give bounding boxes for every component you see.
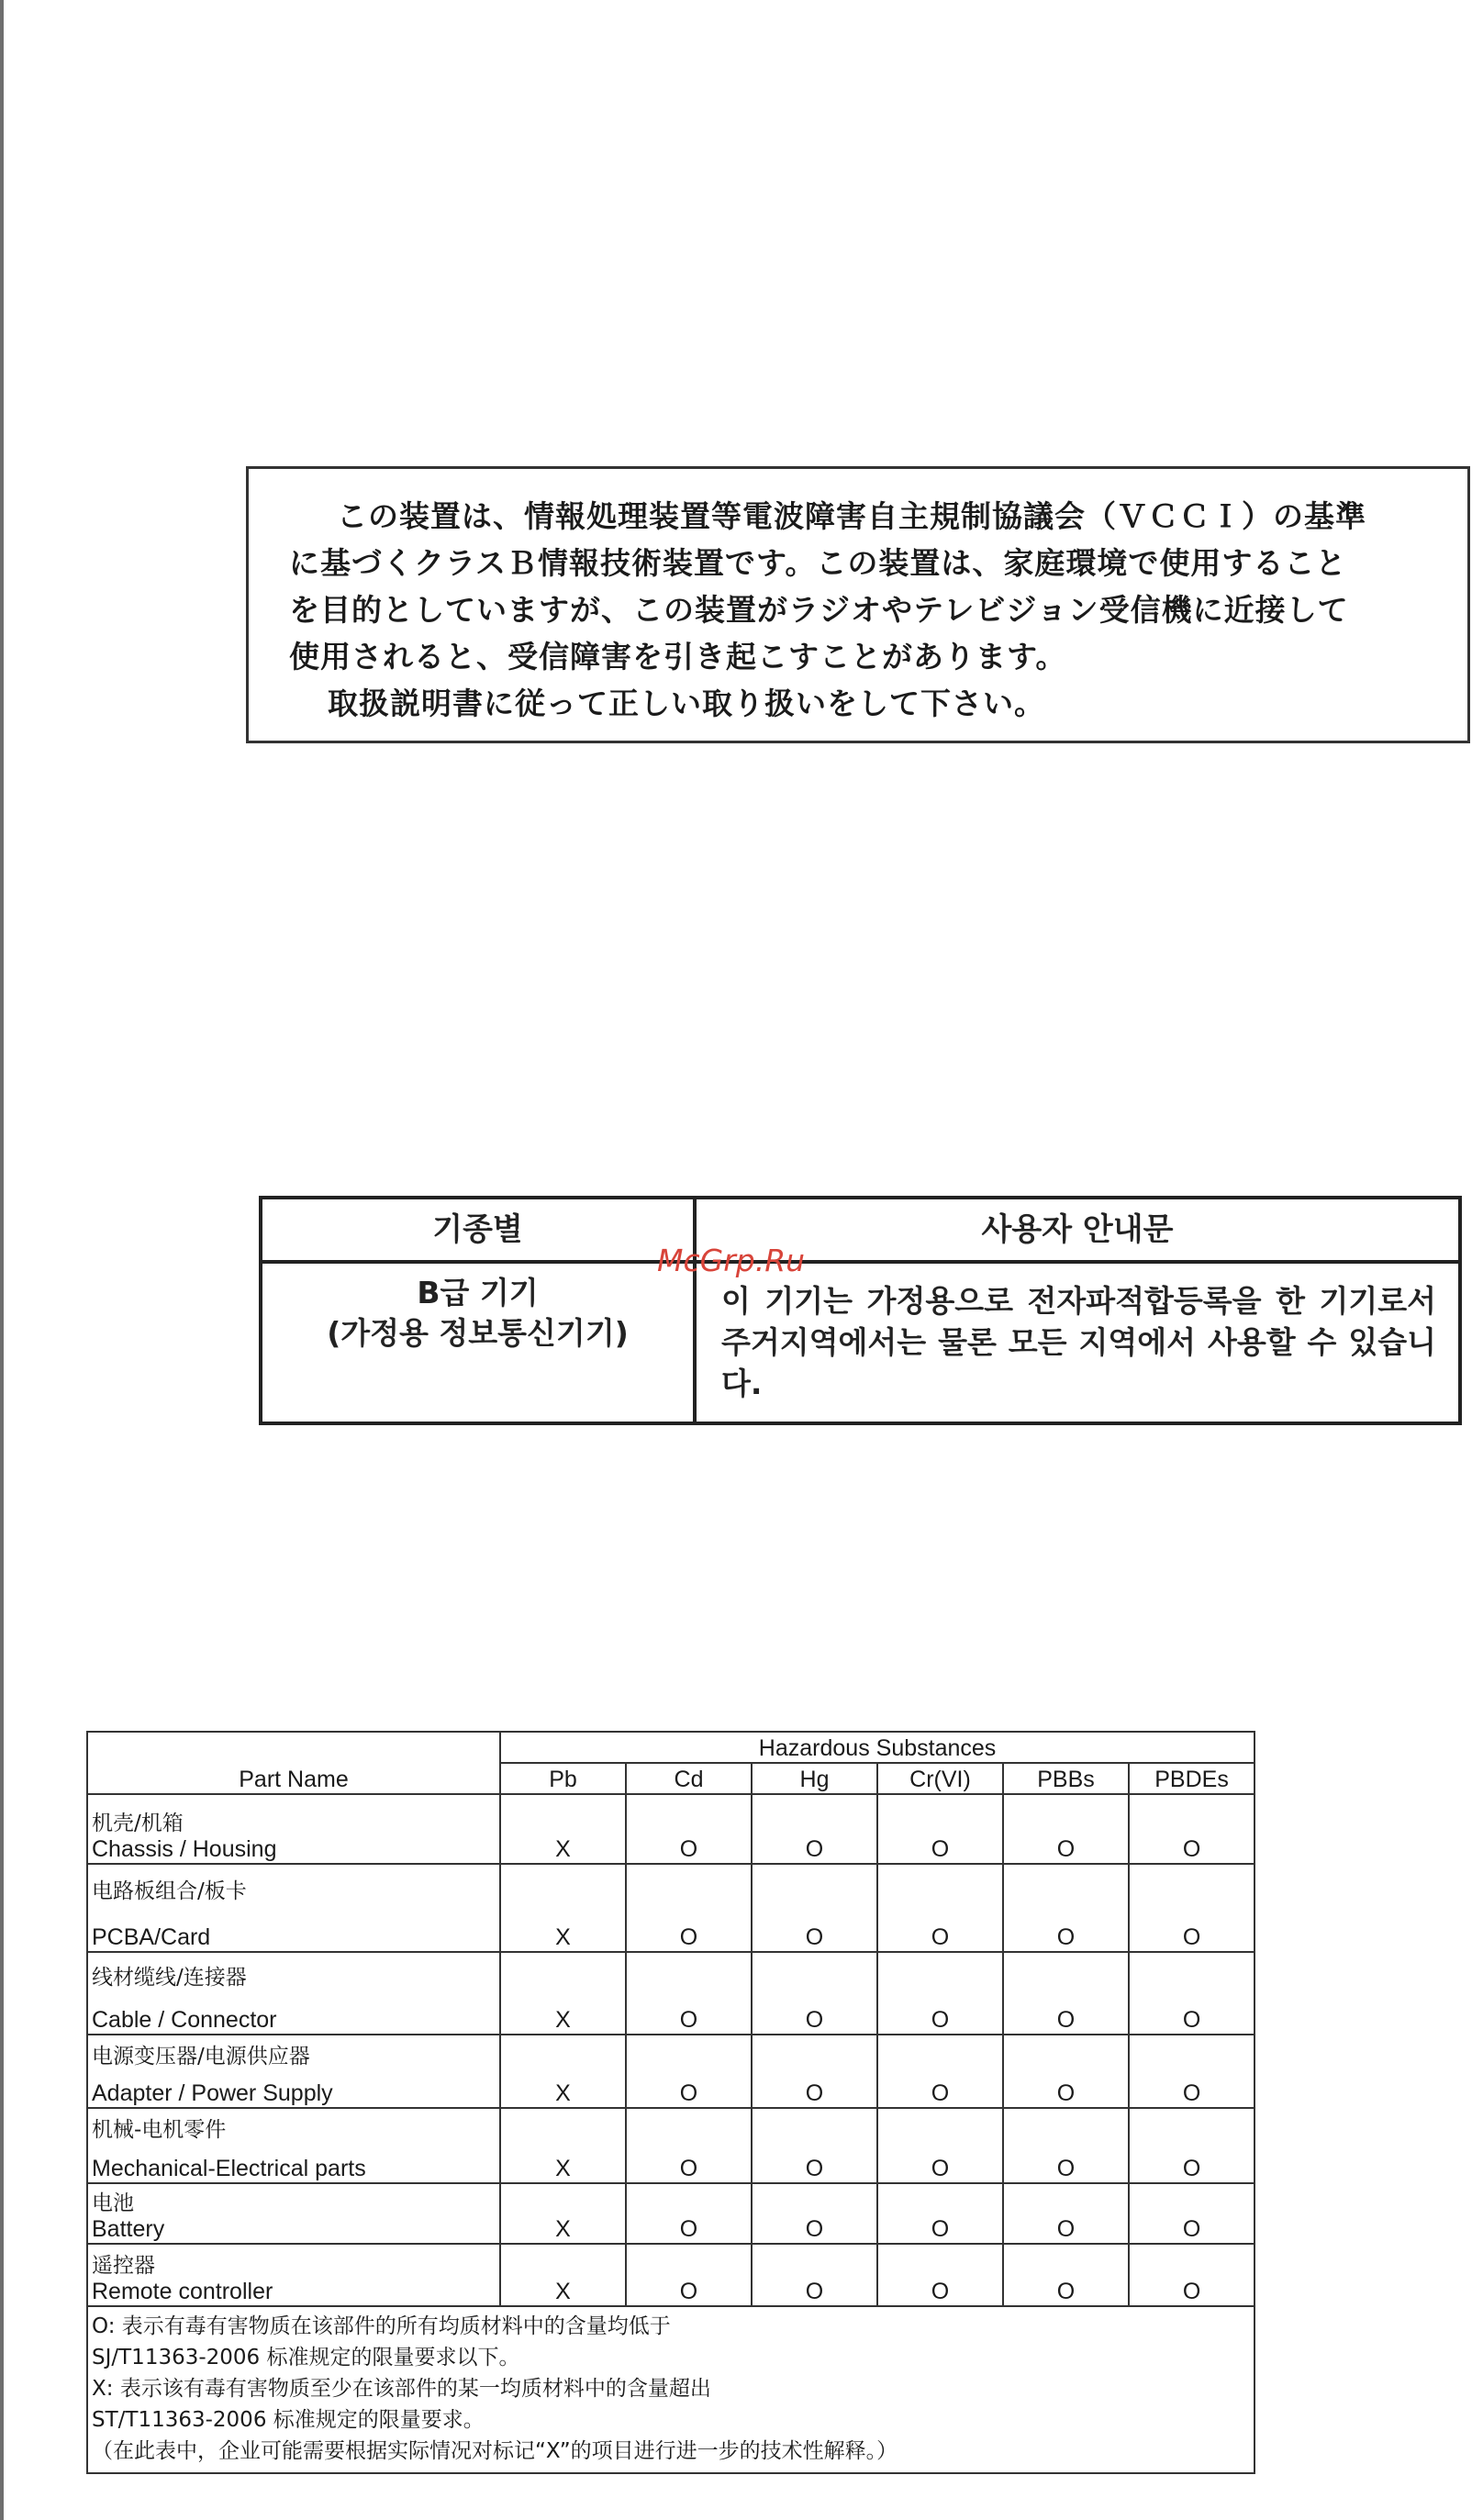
- substance-mark: O: [877, 2183, 1003, 2244]
- part-name-cell: [87, 2244, 500, 2306]
- korean-guide-text: 이 기기는 가정용으로 전자파적합등록을 한 기기로서 주거지역에서는 물론 모든 지역에서 사용할 수 있습니다.: [721, 1283, 1436, 1401]
- table-row: [87, 2244, 1254, 2306]
- part-name-en: Chassis / Housing: [92, 1836, 277, 1862]
- part-name-cn: 电源变压器/电源供应器: [92, 2045, 310, 2068]
- substance-mark: O: [877, 1794, 1003, 1864]
- substance-mark: O: [877, 2035, 1003, 2108]
- substance-mark: O: [1003, 2035, 1129, 2108]
- korean-class-line-2: (가정용 정보통신기기): [327, 1315, 629, 1351]
- korean-class-line-1: B급 기기: [417, 1275, 539, 1310]
- table-notes: [87, 2306, 1254, 2473]
- substance-mark: O: [752, 2244, 877, 2306]
- substance-mark: X: [500, 2183, 626, 2244]
- hazardous-substances-table: [86, 1731, 1255, 2474]
- part-name-cell: [87, 1952, 500, 2035]
- vcci-line-4: 使用されると、受信障害を引き起こすことがあります。: [289, 639, 1067, 675]
- substance-mark: O: [626, 1794, 752, 1864]
- substance-mark: O: [1129, 1952, 1254, 2035]
- substance-header: PBDEs: [1129, 1763, 1254, 1794]
- korean-notice-table: [259, 1196, 1462, 1425]
- part-name-cn: 机械-电机零件: [92, 2118, 227, 2142]
- korean-header-guide: 사용자 안내문: [981, 1211, 1174, 1248]
- part-name-en: Adapter / Power Supply: [92, 2080, 333, 2106]
- substance-mark: O: [1129, 1864, 1254, 1952]
- substance-mark: X: [500, 2244, 626, 2306]
- note-line: （在此表中，企业可能需要根据实际情况对标记“X”的项目进行进一步的技术性解释。）: [92, 2439, 898, 2463]
- notes-row: [87, 2306, 1254, 2473]
- korean-class-cell: [262, 1273, 693, 1354]
- substance-mark: O: [626, 1864, 752, 1952]
- substance-mark: O: [877, 2244, 1003, 2306]
- part-name-en: Cable / Connector: [92, 2007, 277, 2033]
- substance-mark: X: [500, 1794, 626, 1864]
- substance-mark: O: [1003, 2183, 1129, 2244]
- substance-header: Cd: [626, 1763, 752, 1794]
- substance-mark: X: [500, 2108, 626, 2183]
- substance-mark: O: [1003, 1952, 1129, 2035]
- substance-mark: O: [1129, 2183, 1254, 2244]
- substance-mark: X: [500, 2035, 626, 2108]
- part-name-en: Mechanical-Electrical parts: [92, 2156, 366, 2181]
- substance-header: Hg: [752, 1763, 877, 1794]
- vcci-line-2: に基づくクラスＢ情報技術装置です。この装置は、家庭環境で使用すること: [289, 545, 1347, 581]
- substance-mark: O: [752, 2035, 877, 2108]
- watermark-text: McGrp.Ru: [657, 1243, 806, 1278]
- substance-header: PBBs: [1003, 1763, 1129, 1794]
- substance-mark: O: [1003, 2244, 1129, 2306]
- table-row: [87, 2035, 1254, 2108]
- substance-mark: O: [752, 1794, 877, 1864]
- substance-mark: O: [1003, 2108, 1129, 2183]
- part-name-cell: [87, 1794, 500, 1864]
- table-row: [87, 1864, 1254, 1952]
- substance-mark: O: [626, 2183, 752, 2244]
- substance-mark: O: [877, 2108, 1003, 2183]
- substance-mark: O: [626, 1952, 752, 2035]
- substance-mark: O: [1129, 2108, 1254, 2183]
- note-line: ST/T11363-2006 标准规定的限量要求。: [92, 2408, 485, 2432]
- substance-mark: O: [1003, 1864, 1129, 1952]
- substance-mark: O: [626, 2108, 752, 2183]
- note-line: SJ/T11363-2006 标准规定的限量要求以下。: [92, 2346, 520, 2369]
- substance-mark: X: [500, 1864, 626, 1952]
- table-row: [87, 1952, 1254, 2035]
- part-name-en: PCBA/Card: [92, 1924, 211, 1950]
- part-name-cn: 机壳/机箱: [92, 1812, 184, 1835]
- table-row: [87, 2108, 1254, 2183]
- substance-mark: O: [1129, 2244, 1254, 2306]
- part-name-cn: 电池: [92, 2191, 134, 2215]
- part-name-en: Remote controller: [92, 2279, 273, 2304]
- substance-mark: O: [1129, 1794, 1254, 1864]
- substance-header: Pb: [500, 1763, 626, 1794]
- substance-mark: O: [1129, 2035, 1254, 2108]
- part-name-cell: [87, 2183, 500, 2244]
- substance-mark: O: [877, 1952, 1003, 2035]
- vcci-line-1: この装置は、情報処理装置等電波障害自主規制協議会（ＶＣＣＩ）の基準: [337, 498, 1366, 534]
- substance-mark: O: [877, 1864, 1003, 1952]
- substance-mark: X: [500, 1952, 626, 2035]
- part-name-cell: [87, 2035, 500, 2108]
- part-name-header: Part Name: [87, 1732, 500, 1794]
- table-row: [87, 1794, 1254, 1864]
- substance-mark: O: [626, 2035, 752, 2108]
- substance-mark: O: [1003, 1794, 1129, 1864]
- substance-mark: O: [752, 1864, 877, 1952]
- hazardous-substances-header: Hazardous Substances: [500, 1732, 1254, 1763]
- note-line: O: 表示有毒有害物质在该部件的所有均质材料中的含量均低于: [92, 2314, 671, 2338]
- substance-mark: O: [626, 2244, 752, 2306]
- substance-header: Cr(VI): [877, 1763, 1003, 1794]
- vcci-notice-box: [246, 466, 1470, 743]
- part-name-cell: [87, 2108, 500, 2183]
- korean-header-type: 기종별: [432, 1211, 523, 1248]
- vcci-line-3: を目的としていますが、この装置がラジオやテレビジョン受信機に近接して: [289, 592, 1349, 628]
- part-name-cn: 遥控器: [92, 2254, 155, 2278]
- part-name-cell: [87, 1864, 500, 1952]
- substance-mark: O: [752, 2108, 877, 2183]
- vcci-line-5: 取扱説明書に従って正しい取り扱いをして下さい。: [328, 686, 1045, 721]
- table-header-row: [87, 1732, 1254, 1763]
- table-row: [87, 2183, 1254, 2244]
- substance-mark: O: [752, 2183, 877, 2244]
- part-name-cn: 电路板组合/板卡: [92, 1879, 247, 1903]
- substance-mark: O: [752, 1952, 877, 2035]
- note-line: X: 表示该有毒有害物质至少在该部件的某一均质材料中的含量超出: [92, 2377, 711, 2401]
- part-name-en: Battery: [92, 2216, 165, 2242]
- part-name-cn: 线材缆线/连接器: [92, 1966, 247, 1990]
- page-edge-rule: [0, 0, 4, 2520]
